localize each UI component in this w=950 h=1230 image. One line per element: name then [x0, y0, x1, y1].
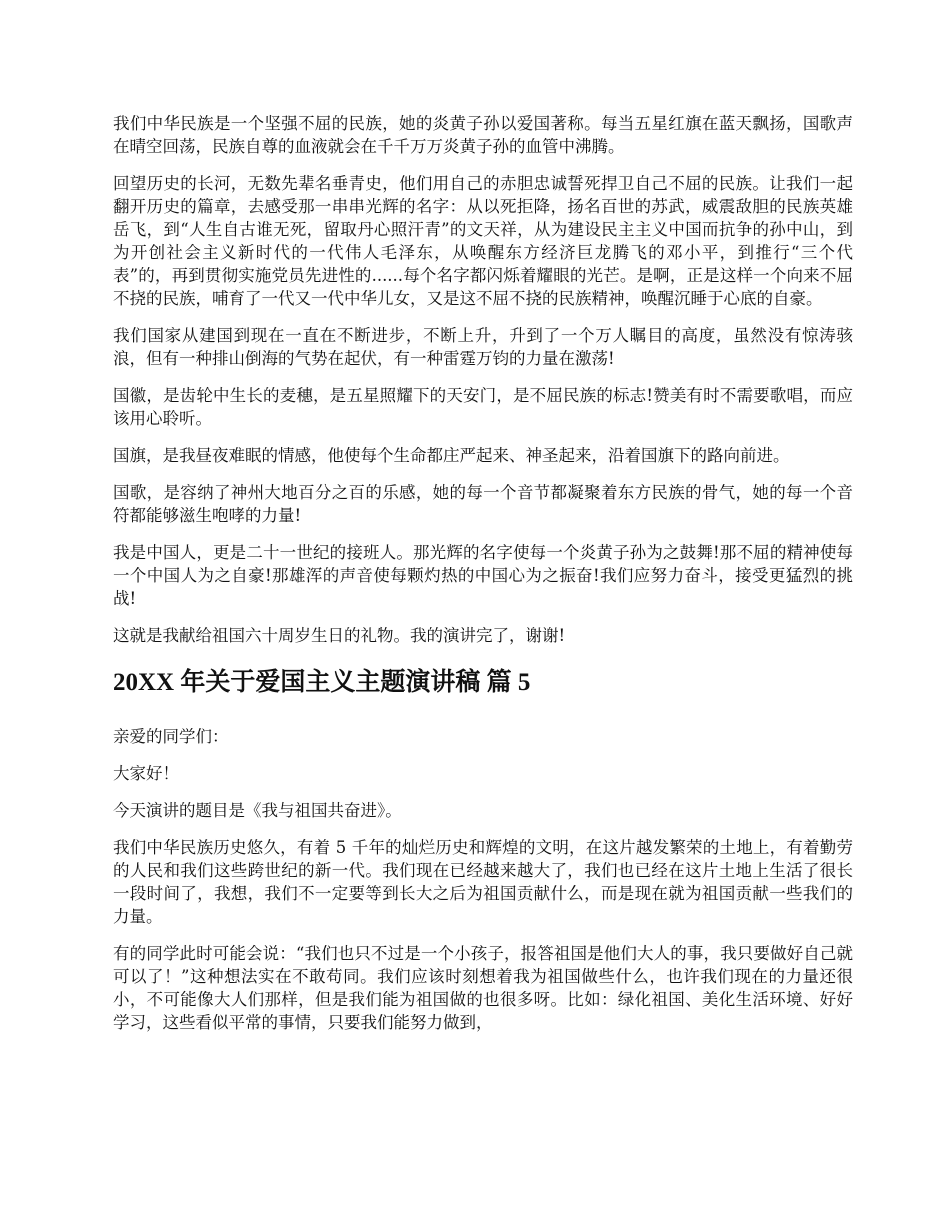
paragraph: 国歌，是容纳了神州大地百分之百的乐感，她的每一个音节都凝聚着东方民族的骨气，她的每一个音符都能够滋生咆哮的力量!: [113, 483, 853, 525]
paragraph: 有的同学此时可能会说：“我们也只不过是一个小孩子，报答祖国是他们大人的事，我只要做好自己就可以了！”这种想法实在不敢苟同。我们应该时刻想着我为祖国做些什么，也许我们现在的力量还很小，不可能像大人们那样，但是我们能为祖国做的也很多呀。比如：绿化祖国、美化生活环境、好好学习，这些看似平常的事情，只要我们能努力做到，: [113, 944, 853, 1032]
section-heading: 20XX 年关于爱国主义主题演讲稿 篇 5: [113, 669, 531, 696]
salutation: 亲爱的同学们：: [113, 727, 229, 746]
paragraph: 回望历史的长河，无数先辈名垂青史，他们用自己的赤胆忠诚誓死捍卫自己不屈的民族。让我们一起翻开历史的篇章，去感受那一串串光辉的名字：从以死拒降，扬名百世的苏武，威震敌胆的民族英雄岳飞，到“人生自古谁无死，留取丹心照汗青”的文天祥，从为建设民主主义中国而抗争的孙中山，到为开创社会主义新时代的一代伟人毛泽东，从唤醒东方经济巨龙腾飞的邓小平，到推行“三个代表”的，再到贯彻实施党员先进性的......每个名字都闪烁着耀眼的光芒。是啊，正是这样一个向来不屈不挠的民族，哺育了一代又一代中华儿女，又是这不屈不挠的民族精神，唤醒沉睡于心底的自豪。: [113, 174, 853, 308]
paragraph: 这就是我献给祖国六十周岁生日的礼物。我的演讲完了，谢谢!: [113, 626, 566, 645]
paragraph: 国徽，是齿轮中生长的麦穗，是五星照耀下的天安门，是不屈民族的标志!赞美有时不需要歌唱，而应该用心聆听。: [113, 386, 853, 428]
paragraph: 我们中华民族是一个坚强不屈的民族，她的炎黄子孙以爱国著称。每当五星红旗在蓝天飘扬，国歌声在晴空回荡，民族自尊的血液就会在千千万万炎黄子孙的血管中沸腾。: [113, 114, 853, 156]
paragraph: 国旗，是我昼夜难眠的情感，他使每个生命都庄严起来、神圣起来，沿着国旗下的路向前进。: [113, 446, 790, 465]
paragraph: 我们中华民族历史悠久，有着 5 千年的灿烂历史和辉煌的文明，在这片越发繁荣的土地上，有着勤劳的人民和我们这些跨世纪的新一代。我们现在已经越来越大了，我们也已经在这片土地上生活了很长一段时间了，我想，我们不一定要等到长大之后为祖国贡献什么，而是现在就为祖国贡献一些我们的力量。: [113, 838, 853, 926]
document-page: [113, 112, 853, 1048]
paragraph: 我是中国人，更是二十一世纪的接班人。那光辉的名字使每一个炎黄子孙为之鼓舞!那不屈的精神使每一个中国人为之自豪!那雄浑的声音使每颗灼热的中国心为之振奋!我们应努力奋斗，接受更猛烈的挑战!: [113, 543, 853, 608]
paragraph: 我们国家从建国到现在一直在不断进步，不断上升，升到了一个万人瞩目的高度，虽然没有惊涛骇浪，但有一种排山倒海的气势在起伏，有一种雷霆万钧的力量在激荡!: [113, 326, 853, 368]
greeting: 大家好！: [113, 764, 179, 783]
speech-topic: 今天演讲的题目是《我与祖国共奋进》。: [113, 801, 402, 820]
